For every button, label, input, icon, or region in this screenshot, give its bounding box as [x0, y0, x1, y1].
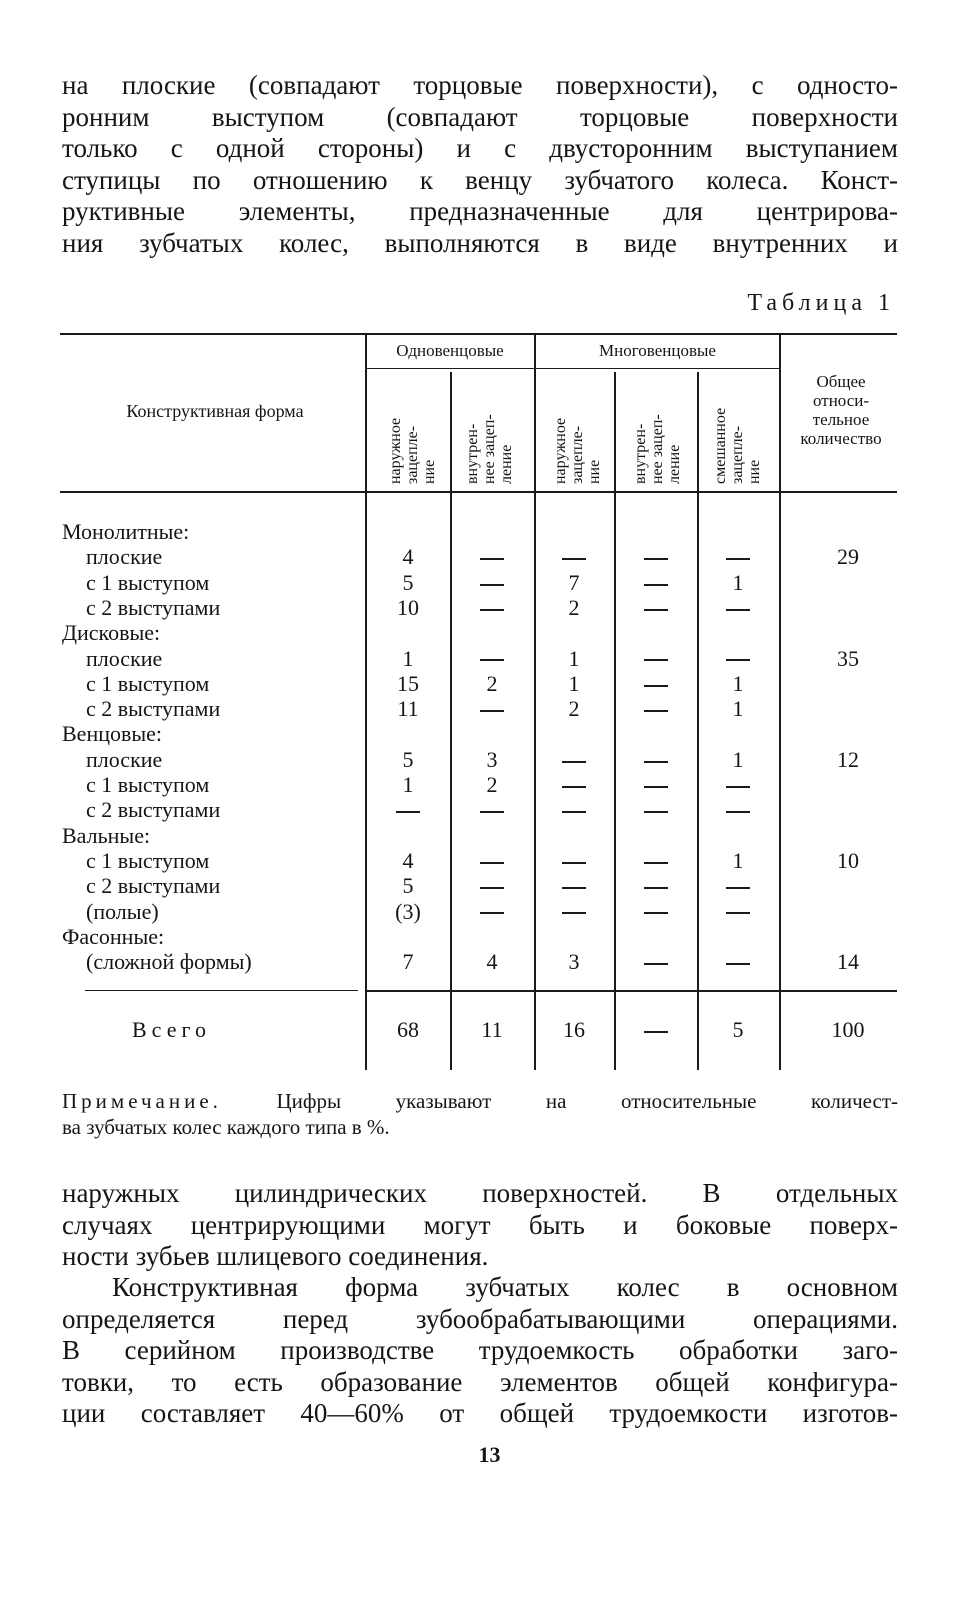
- group-rule-1: [366, 368, 534, 369]
- dash-mark: [644, 558, 668, 560]
- group-label: Венцовые:: [62, 721, 163, 747]
- table-cell: 1: [732, 847, 744, 873]
- note-line: [62, 1088, 898, 1114]
- subheader-line: ние: [421, 459, 438, 484]
- subheader-line: ние: [746, 459, 763, 484]
- table-cell: [708, 797, 768, 822]
- table-cell: [626, 747, 686, 772]
- row-label: плоские: [86, 544, 163, 570]
- text-line: ности зубьев шлицевого соединения.: [62, 1241, 489, 1272]
- row-label: (сложной формы): [86, 949, 252, 975]
- dash-mark: [644, 609, 668, 611]
- table-cell: 1: [732, 746, 744, 772]
- text-line: определяется перед зубообрабатывающими операциями.: [62, 1303, 898, 1334]
- text-line: руктивные элементы, предназначенные для центрирова-: [62, 196, 898, 227]
- total-cell: 12: [837, 746, 859, 772]
- subheader-line: ление: [666, 444, 683, 484]
- table-cell: 11: [397, 696, 419, 722]
- column-divider: [614, 372, 616, 1070]
- dash-mark: [726, 887, 750, 889]
- group-label: Вальные:: [62, 822, 151, 848]
- text-line: наружных цилиндрических поверхностей. В отдельных: [62, 1178, 898, 1208]
- text-line: только с одной стороны) и с двусторонним выступанием: [62, 133, 898, 164]
- dash-mark: [644, 862, 668, 864]
- subheader-multi-internal: [632, 414, 683, 484]
- table-cell: [544, 848, 604, 873]
- table-cell: [544, 797, 604, 822]
- subheader-line: нее зацеп-: [481, 414, 498, 484]
- grand-total-cell: 100: [831, 1017, 865, 1042]
- subheader-line: нее зацеп-: [649, 414, 666, 484]
- table-cell: [626, 671, 686, 696]
- table-cell: [544, 747, 604, 772]
- header-form: Конструктивная форма: [126, 401, 304, 421]
- header-group-single: Одновенцовые: [396, 341, 504, 360]
- dash-mark: [726, 558, 750, 560]
- text-line: случаях центрирующими могут быть и боковые поверх-: [62, 1209, 898, 1240]
- dash-mark: [644, 584, 668, 586]
- dash-mark: [480, 584, 504, 586]
- table-cell: 4: [402, 544, 414, 570]
- row-label: с 2 выступами: [86, 594, 221, 620]
- dash-mark: [480, 912, 504, 914]
- subheader-line: внутрен-: [464, 423, 481, 484]
- table-cell: 1: [402, 772, 414, 797]
- table-cell: [626, 570, 686, 595]
- table-cell: [708, 949, 768, 974]
- group-label: Монолитные:: [62, 519, 190, 544]
- dash-mark: [726, 963, 750, 965]
- dash-mark: [480, 659, 504, 661]
- dash-mark: [644, 887, 668, 889]
- subheader-single-external: [387, 418, 438, 484]
- table-cell: [462, 696, 522, 721]
- row-label: с 2 выступами: [86, 696, 221, 722]
- subheader-line: ление: [498, 444, 515, 484]
- dash-mark: [480, 710, 504, 712]
- column-divider: [365, 335, 367, 1070]
- row-label: плоские: [86, 645, 163, 671]
- table-cell: 2: [568, 696, 580, 722]
- dash-mark: [562, 558, 586, 560]
- column-divider: [450, 372, 452, 1070]
- top-paragraph: [62, 70, 898, 260]
- row-label: с 1 выступом: [86, 847, 210, 873]
- table-top-rule: [60, 333, 897, 335]
- subheader-line: внутрен-: [632, 423, 649, 484]
- table-cell: [626, 797, 686, 822]
- table-cell: 4: [402, 847, 414, 873]
- table-cell: [462, 570, 522, 595]
- total-row-cell: 5: [732, 1017, 744, 1042]
- row-label: с 2 выступами: [86, 873, 221, 899]
- dash-mark: [562, 912, 586, 914]
- table-cell: [462, 873, 522, 898]
- subheader-line: наружное: [552, 417, 569, 484]
- row-label: с 1 выступом: [86, 569, 210, 595]
- table-cell: 1: [402, 645, 414, 671]
- row-label: (полые): [86, 898, 159, 924]
- dash-mark: [644, 659, 668, 661]
- group-rule-2: [536, 368, 779, 369]
- total-cell: 14: [837, 949, 859, 975]
- table-cell: 5: [402, 873, 414, 899]
- dash-mark: [726, 786, 750, 788]
- table-cell: [626, 544, 686, 569]
- table-cell: 1: [732, 670, 744, 696]
- table-note: [62, 1088, 898, 1140]
- dash-mark: [726, 912, 750, 914]
- table-cell: 2: [486, 670, 498, 696]
- row-label: с 1 выступом: [86, 670, 210, 696]
- table-cell: [544, 899, 604, 924]
- dash-mark: [480, 811, 504, 813]
- table-cell: 7: [568, 569, 580, 595]
- total-cell: 29: [837, 544, 859, 570]
- text-line: товки, то есть образование элементов общей конфигура-: [62, 1366, 898, 1397]
- table-cell: 2: [486, 772, 498, 797]
- header-total-line: количество: [800, 429, 882, 448]
- subheader-line: смешанное: [712, 407, 729, 484]
- dash-mark: [396, 811, 420, 813]
- table-cell: 10: [397, 594, 419, 620]
- table-cell: 2: [568, 594, 580, 620]
- last-paragraph: [62, 1272, 898, 1430]
- dash-mark: [726, 609, 750, 611]
- table-cell: [462, 544, 522, 569]
- note-line: ва зубчатых колес каждого типа в %.: [62, 1115, 390, 1139]
- header-total-line: Общее: [816, 372, 866, 391]
- table-cell: [708, 899, 768, 924]
- column-divider: [697, 372, 699, 1070]
- text-line: ния зубчатых колес, выполняются в виде внутренних и: [62, 227, 898, 258]
- total-row-label: Всего: [132, 1017, 211, 1042]
- subheader-line: зацепле-: [729, 425, 746, 484]
- table-cell: 1: [568, 645, 580, 671]
- note-text: Цифры указывают на относительные количест-: [276, 1089, 898, 1113]
- header-group-multi: Многовенцовые: [599, 341, 716, 360]
- subheader-line: зацепле-: [404, 425, 421, 484]
- total-cell: 35: [837, 645, 859, 671]
- bottom-paragraph: [62, 1178, 898, 1273]
- column-divider: [534, 335, 536, 1070]
- table-cell: [708, 646, 768, 671]
- table-cell: [708, 544, 768, 569]
- table-cell: 15: [397, 670, 419, 696]
- dash-mark: [644, 811, 668, 813]
- header-total-line: тельное: [812, 410, 870, 429]
- row-label: с 1 выступом: [86, 772, 210, 797]
- table-cell: [462, 848, 522, 873]
- dash-mark: [480, 558, 504, 560]
- table-cell: [708, 873, 768, 898]
- dash-mark: [644, 685, 668, 687]
- dash-mark: [726, 811, 750, 813]
- table-cell: [544, 873, 604, 898]
- table-cell: (3): [395, 898, 421, 924]
- total-top-rule: [366, 990, 897, 992]
- row-label: плоские: [86, 746, 163, 772]
- table-cell: [626, 899, 686, 924]
- text-line: на плоские (совпадают торцовые поверхности), с односто-: [62, 70, 898, 100]
- total-row-cell: 16: [563, 1017, 585, 1042]
- header-total: [781, 372, 901, 448]
- subheader-multi-mixed: [712, 408, 763, 484]
- table-cell: 7: [402, 949, 414, 975]
- group-label: Дисковые:: [62, 620, 161, 646]
- header-bottom-rule: [60, 491, 897, 493]
- table-cell: [544, 544, 604, 569]
- table-cell: [462, 899, 522, 924]
- total-row-cell: [626, 1017, 686, 1042]
- dash-mark: [644, 912, 668, 914]
- table-cell: 5: [402, 569, 414, 595]
- header-total-line: относи-: [812, 391, 870, 410]
- table-cell: [462, 646, 522, 671]
- subheader-single-internal: [464, 414, 515, 484]
- table-cell: [544, 772, 604, 797]
- subheader-line: наружное: [387, 417, 404, 484]
- total-cell: 10: [837, 847, 859, 873]
- table-caption: Таблица 1: [747, 290, 895, 316]
- table-cell: [626, 595, 686, 620]
- text-line: ронним выступом (совпадают торцовые поверхности: [62, 101, 898, 132]
- table-cell: 1: [732, 569, 744, 595]
- text-line: ступицы по отношению к венцу зубчатого колеса. Конст-: [62, 164, 898, 195]
- column-divider: [779, 335, 781, 1070]
- dash-mark: [480, 609, 504, 611]
- table-cell: [626, 772, 686, 797]
- table-cell: 3: [486, 746, 498, 772]
- note-prefix: Примечание.: [62, 1089, 222, 1113]
- table-cell: 3: [568, 949, 580, 975]
- dash-mark: [480, 887, 504, 889]
- dash-mark: [726, 659, 750, 661]
- table-cell: [626, 949, 686, 974]
- dash-mark: [562, 811, 586, 813]
- row-label: с 2 выступами: [86, 797, 221, 823]
- dash-mark: [644, 963, 668, 965]
- table-cell: [626, 696, 686, 721]
- dash-mark: [480, 862, 504, 864]
- table-cell: [462, 797, 522, 822]
- table-cell: 5: [402, 746, 414, 772]
- dash-mark: [644, 761, 668, 763]
- table-cell: [626, 848, 686, 873]
- dash-mark: [644, 710, 668, 712]
- dash-mark: [562, 887, 586, 889]
- group-label: Фасонные:: [62, 923, 165, 949]
- subheader-line: зацепле-: [569, 425, 586, 484]
- table-cell: 1: [732, 696, 744, 722]
- table-cell: [462, 595, 522, 620]
- table-cell: 1: [568, 670, 580, 696]
- total-row-cell: 11: [481, 1017, 503, 1042]
- text-line: ции составляет 40—60% от общей трудоемкости изготов-: [62, 1398, 898, 1429]
- dash-mark: [644, 786, 668, 788]
- text-line: В серийном производстве трудоемкость обработки заго-: [62, 1335, 898, 1366]
- dash-mark: [562, 786, 586, 788]
- total-top-rule-left: [85, 990, 358, 991]
- dash-mark: [562, 862, 586, 864]
- text-line: Конструктивная форма зубчатых колес в основном: [112, 1272, 898, 1302]
- total-row-cell: 68: [397, 1017, 419, 1042]
- table-cell: [378, 797, 438, 822]
- subheader-multi-external: [552, 418, 603, 484]
- table-cell: [626, 646, 686, 671]
- dash-mark: [644, 1031, 668, 1033]
- page-number: 13: [478, 1442, 501, 1467]
- table-cell: 4: [486, 949, 498, 975]
- dash-mark: [562, 761, 586, 763]
- table-cell: [708, 595, 768, 620]
- subheader-line: ние: [586, 459, 603, 484]
- table-cell: [708, 772, 768, 797]
- table-cell: [626, 873, 686, 898]
